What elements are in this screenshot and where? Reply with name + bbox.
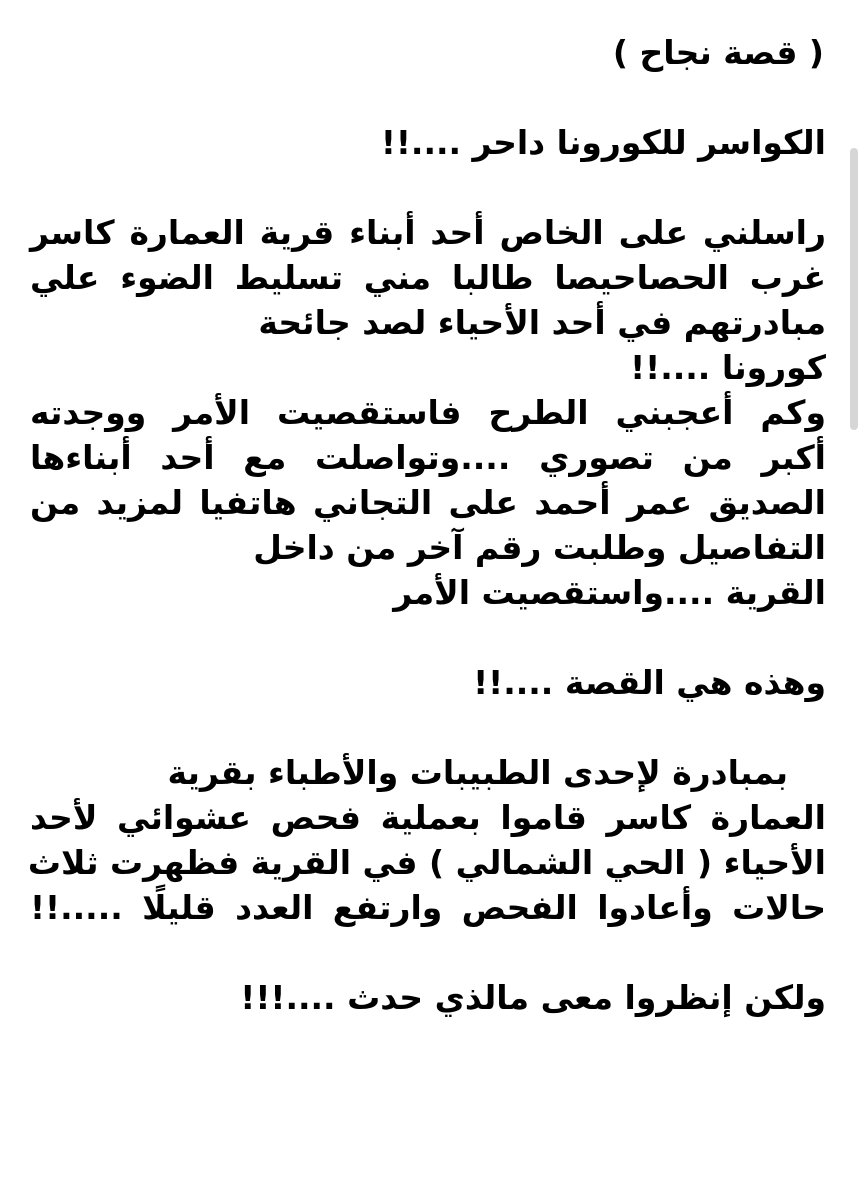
- paragraph-line: العمارة كاسر قاموا بعملية فحص عشوائي لأحد: [30, 798, 826, 837]
- spacer: [30, 705, 826, 750]
- paragraph-line: وكم أعجبني الطرح فاستقصيت الأمر ووجدته: [30, 393, 826, 432]
- paragraph-line: أكبر من تصوري ....وتواصلت مع أحد أبناءها: [30, 438, 826, 477]
- paragraph-line: بمبادرة لإحدى الطبيبات والأطباء بقرية: [167, 753, 788, 792]
- paragraph-line: القرية ....واستقصيت الأمر: [393, 573, 826, 612]
- spacer: [30, 165, 826, 210]
- story-intro: وهذه هي القصة ....!!: [473, 663, 826, 702]
- headline: الكواسر للكورونا داحر ....!!: [380, 123, 826, 162]
- paragraph-line: التفاصيل وطلبت رقم آخر من داخل: [253, 528, 826, 567]
- paragraph-two: [27, 750, 826, 930]
- scrollbar-thumb[interactable]: [850, 148, 858, 430]
- paragraph-line: حالات وأعادوا الفحص وارتفع العدد قليلًا .....!!: [30, 888, 826, 927]
- spacer: [30, 615, 826, 660]
- paragraph-line: كورونا ....!!: [630, 348, 826, 387]
- paragraph-line: غرب الحصاحيصا طالبا مني تسليط الضوء علي: [30, 258, 826, 297]
- paragraph-line: الأحياء ( الحي الشمالي ) في القرية فظهرت ثلاث: [27, 843, 826, 882]
- paragraph-line: الصديق عمر أحمد على التجاني هاتفيا لمزيد من: [30, 483, 826, 522]
- document-title: ( قصة نجاح ): [612, 33, 824, 72]
- closing-line: ولكن إنظروا معى مالذي حدث ....!!!: [240, 978, 826, 1017]
- paragraph-line: مبادرتهم في أحد الأحياء لصد جائحة: [258, 303, 826, 342]
- spacer: [30, 930, 826, 975]
- paragraph-line: راسلني على الخاص أحد أبناء قرية العمارة كاسر: [30, 213, 826, 252]
- spacer: [30, 75, 826, 120]
- paragraph-one: [30, 210, 826, 615]
